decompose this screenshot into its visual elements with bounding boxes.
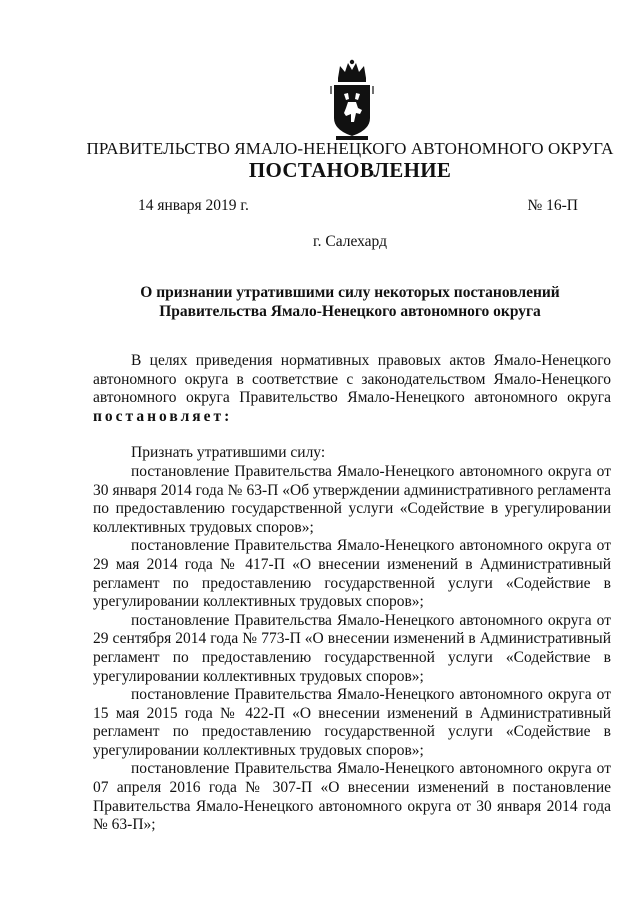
document-number: № 16-П — [527, 197, 578, 214]
document-city: г. Салехард — [313, 233, 387, 250]
list-item: постановление Правительства Ямало-Ненецкого автономного округа от 15 мая 2015 года № 422-П «О внесении изменений в Административный регламент по предоставлению государственной услуги «Содействие в урегулировании коллективных трудовых споров»; — [93, 686, 611, 759]
subject-line-2: Правительства Ямало-Ненецкого автономного округа — [159, 303, 541, 320]
document-kind-title: ПОСТАНОВЛЕНИЕ — [248, 158, 452, 182]
coat-of-arms-emblem — [326, 58, 378, 142]
government-title: ПРАВИТЕЛЬСТВО ЯМАЛО-НЕНЕЦКОГО АВТОНОМНОГО ОКРУГА — [86, 139, 614, 158]
list-item: постановление Правительства Ямало-Ненецкого автономного округа от 07 апреля 2016 года № 307-П «О внесении изменений в постановление Правительства Ямало-Ненецкого автономного округа от 30 января 2014 года № 63-П»; — [93, 760, 611, 834]
list-item: постановление Правительства Ямало-Ненецкого автономного округа от 29 мая 2014 года № 417-П «О внесении изменений в Административный регламент по предоставлению государственной услуги «Содействие в урегулировании коллективных трудовых споров»; — [93, 537, 611, 611]
subject-line-1: О признании утратившими силу некоторых постановлений — [140, 284, 560, 301]
intro-paragraph: Признать утратившими силу: — [131, 444, 326, 462]
resolves-word: постановляет: — [93, 407, 233, 425]
document-subject — [100, 283, 600, 321]
document-date: 14 января 2019 г. — [138, 197, 249, 214]
preamble-text: В целях приведения нормативных правовых актов Ямало-Ненецкого автономного округа в соответствие с законодательством Ямало-Ненецкого автономного округа Правительство Ямало-Ненецкого автономного округа — [93, 352, 611, 407]
preamble-paragraph — [93, 352, 611, 426]
document-body — [93, 352, 611, 835]
list-item: постановление Правительства Ямало-Ненецкого автономного округа от 30 января 2014 года № 63-П «Об утверждении административного регламента по предоставлению государственной услуги «Содействие в урегулировании коллективных трудовых споров»; — [93, 462, 611, 536]
list-item: постановление Правительства Ямало-Ненецкого автономного округа от 29 сентября 2014 года № 773-П «О внесении изменений в Административный регламент по предоставлению государственной услуги «Содействие в урегулировании коллективных трудовых споров»; — [93, 611, 611, 685]
